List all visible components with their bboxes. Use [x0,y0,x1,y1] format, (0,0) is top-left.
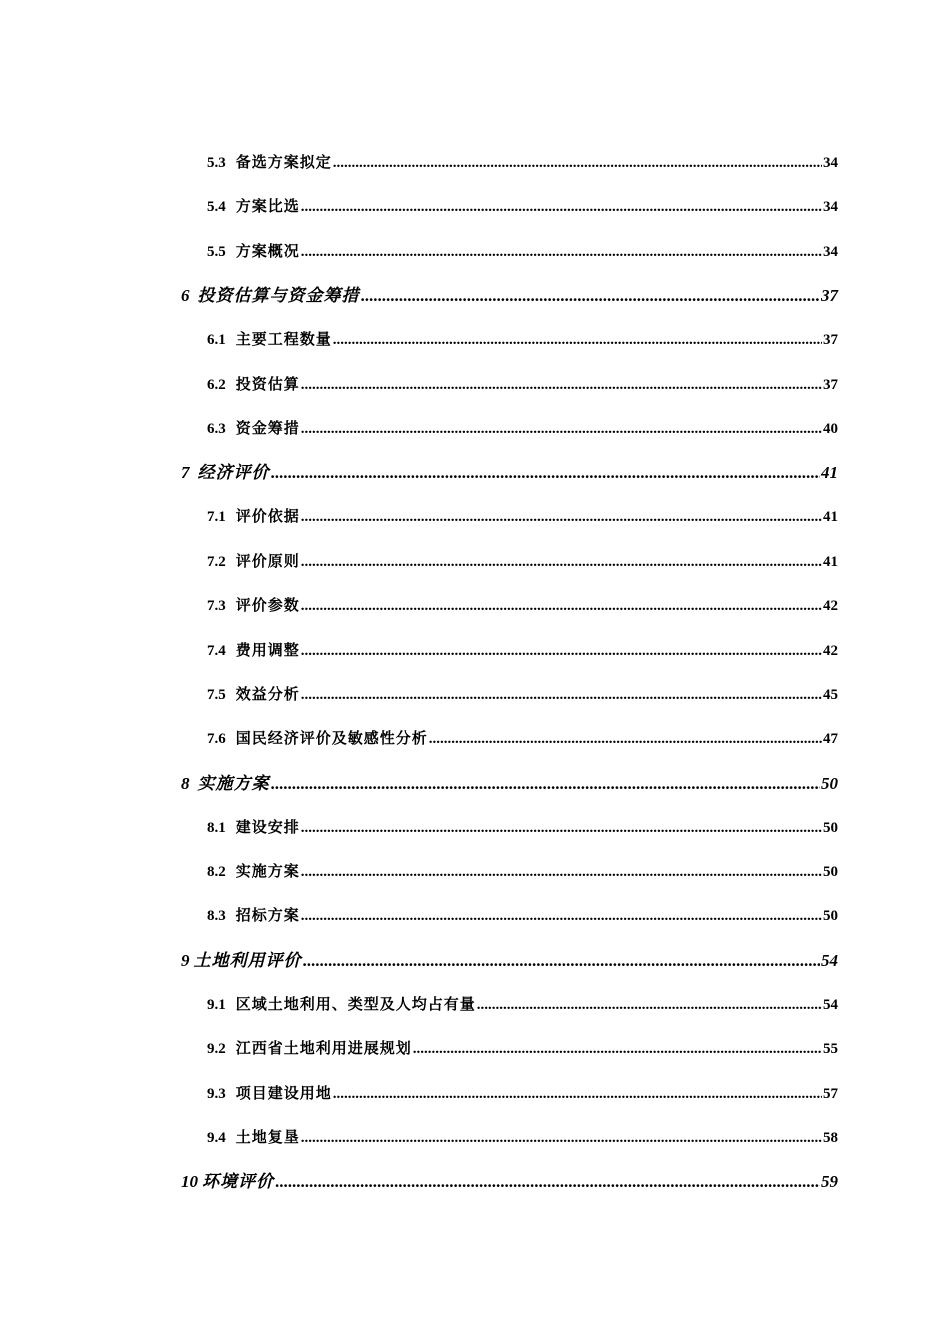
toc-entry-9-4[interactable] [181,1116,838,1160]
toc-entry-page: 45 [823,686,838,703]
toc-entry-9-2[interactable] [181,1027,838,1071]
toc-entry-page: 50 [823,864,838,881]
toc-entry-page: 41 [823,553,838,570]
dot-leader [333,318,822,362]
toc-entry-number: 7.3 [207,598,226,615]
toc-entry-page: 42 [823,598,838,615]
toc-entry-title: 江西省土地利用进展规划 [235,1041,412,1058]
table-of-contents [181,141,838,1204]
toc-entry-page: 40 [823,420,838,437]
toc-entry-number: 7.5 [207,686,226,703]
toc-entry-title: 项目建设用地 [235,1085,332,1102]
toc-entry-title: 国民经济评价及敏感性分析 [235,731,428,748]
toc-entry-number: 5.3 [207,155,226,171]
toc-chapter-7[interactable] [181,451,838,495]
toc-chapter-title: 土地利用评价 [193,950,302,970]
toc-entry-title: 区域土地利用、类型及人均占有量 [235,996,476,1013]
dot-leader [301,806,822,850]
toc-entry-title: 费用调整 [235,642,300,659]
toc-entry-number: 6.2 [207,376,226,393]
toc-chapter-9[interactable] [181,939,838,983]
toc-entry-page: 34 [823,199,838,216]
dot-leader [301,673,822,717]
toc-entry-6-3[interactable] [181,407,838,451]
toc-chapter-page: 54 [821,950,838,970]
toc-entry-9-1[interactable] [181,983,838,1027]
toc-entry-page: 41 [823,509,838,526]
dot-leader [301,363,822,407]
toc-entry-page: 50 [823,908,838,925]
toc-entry-number: 6.1 [207,332,226,349]
toc-entry-title: 建设安排 [235,819,300,836]
dot-leader [301,495,822,539]
dot-leader [271,451,821,495]
toc-chapter-page: 41 [821,463,838,483]
toc-entry-page: 37 [823,332,838,349]
dot-leader [301,629,822,673]
toc-entry-title: 评价原则 [235,553,300,570]
toc-entry-number: 8.3 [207,908,226,925]
dot-leader [271,762,821,806]
toc-entry-number: 7.2 [207,553,226,570]
toc-entry-8-2[interactable] [181,850,838,894]
toc-entry-number: 9.4 [207,1130,226,1147]
toc-chapter-title: 实施方案 [197,773,270,793]
dot-leader [303,939,821,983]
toc-entry-title: 资金筹措 [235,420,300,437]
toc-entry-9-3[interactable] [181,1072,838,1116]
dot-leader [413,1027,822,1071]
toc-entry-7-3[interactable] [181,584,838,628]
toc-chapter-6[interactable] [181,274,838,318]
dot-leader [301,407,822,451]
toc-entry-7-2[interactable] [181,540,838,584]
toc-entry-title: 主要工程数量 [235,332,332,349]
dot-leader [301,584,822,628]
dot-leader [301,1116,822,1160]
toc-chapter-title: 经济评价 [197,463,270,483]
toc-chapter-number: 10 [181,1172,198,1192]
toc-entry-6-1[interactable] [181,318,838,362]
toc-entry-5-4[interactable] [181,185,838,229]
toc-entry-7-4[interactable] [181,629,838,673]
toc-entry-title: 实施方案 [235,864,300,881]
toc-chapter-10[interactable] [181,1160,838,1204]
toc-chapter-8[interactable] [181,762,838,806]
toc-entry-title: 投资估算 [235,376,300,393]
toc-entry-title: 评价参数 [235,598,300,615]
toc-entry-5-5[interactable] [181,230,838,274]
toc-entry-number: 5.5 [207,243,226,260]
dot-leader [333,141,822,185]
dot-leader [301,230,822,274]
toc-entry-page: 50 [823,819,838,836]
toc-entry-title: 招标方案 [235,908,300,925]
toc-entry-5-3[interactable] [181,141,838,185]
toc-entry-8-3[interactable] [181,894,838,938]
toc-entry-page: 37 [823,376,838,393]
dot-leader [301,894,822,938]
toc-entry-7-5[interactable] [181,673,838,717]
toc-chapter-title: 投资估算与资金筹措 [197,286,360,306]
toc-entry-title: 效益分析 [235,686,300,703]
toc-entry-number: 9.2 [207,1041,226,1058]
toc-entry-page: 58 [823,1130,838,1147]
toc-entry-number: 8.1 [207,819,226,836]
toc-entry-number: 9.3 [207,1085,226,1102]
dot-leader [301,850,822,894]
toc-chapter-page: 37 [821,286,838,306]
toc-entry-page: 34 [823,155,838,171]
toc-chapter-page: 50 [821,773,838,793]
toc-entry-page: 57 [823,1085,838,1102]
toc-entry-number: 6.3 [207,420,226,437]
toc-entry-title: 备选方案拟定 [235,155,332,171]
toc-entry-6-2[interactable] [181,363,838,407]
toc-chapter-number: 8 [181,773,190,793]
toc-chapter-page: 59 [821,1172,838,1192]
toc-entry-title: 土地复垦 [235,1130,300,1147]
toc-entry-title: 评价依据 [235,509,300,526]
dot-leader [275,1160,820,1204]
dot-leader [477,983,822,1027]
dot-leader [301,540,822,584]
toc-entry-number: 7.4 [207,642,226,659]
toc-entry-number: 5.4 [207,199,226,216]
toc-entry-page: 47 [823,731,838,748]
toc-entry-page: 34 [823,243,838,260]
toc-entry-number: 9.1 [207,996,226,1013]
toc-chapter-number: 6 [181,286,190,306]
dot-leader [361,274,821,318]
toc-chapter-title: 环境评价 [202,1172,274,1192]
toc-entry-page: 42 [823,642,838,659]
toc-chapter-number: 7 [181,463,190,483]
dot-leader [429,717,822,761]
toc-entry-number: 8.2 [207,864,226,881]
toc-chapter-number: 9 [181,950,190,970]
toc-entry-title: 方案概况 [235,243,300,260]
dot-leader [333,1072,822,1116]
dot-leader [301,185,822,229]
toc-entry-page: 55 [823,1041,838,1058]
toc-entry-7-1[interactable] [181,495,838,539]
toc-entry-number: 7.1 [207,509,226,526]
toc-entry-number: 7.6 [207,731,226,748]
toc-entry-8-1[interactable] [181,806,838,850]
toc-entry-page: 54 [823,996,838,1013]
toc-entry-7-6[interactable] [181,717,838,761]
toc-entry-title: 方案比选 [235,199,300,216]
